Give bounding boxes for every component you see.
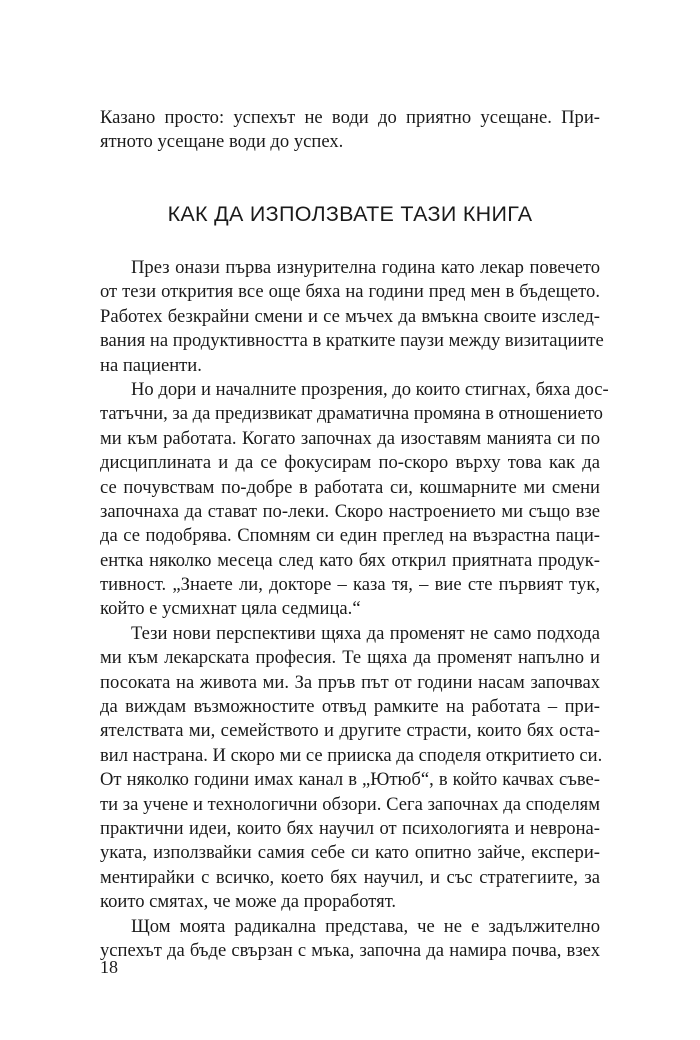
text-line: посоката на живота ми. За пръв път от години насам започвах	[100, 671, 600, 693]
text-line: Казано просто: успехът не води до приятно усещане. При-	[100, 107, 600, 128]
text-line: ятелствата ми, семейството и другите страсти, които бях оста-	[100, 720, 600, 742]
text-line: Но дори и началните прозрения, до които стигнах, бяха дос-	[131, 378, 609, 400]
text-line: успехът да бъде свързан с мъка, започна да намира почва, взех	[100, 939, 600, 961]
text-line: ми към лекарската професия. Те щяха да променят напълно и	[100, 647, 600, 669]
section-heading: КАК ДА ИЗПОЛЗВАТЕ ТАЗИ КНИГА	[167, 202, 533, 226]
body-text	[100, 256, 609, 963]
text-line: ми към работата. Когато започнах да изоставям манията си по	[100, 427, 600, 449]
text-line: тивност. „Знаете ли, докторе – каза тя, – вие сте първият тук,	[100, 574, 600, 596]
text-line: се почувствам по-добре в работата си, кошмарните ми смени	[100, 476, 600, 498]
intro-paragraph	[100, 106, 600, 155]
text-line: на пациенти.	[100, 354, 202, 376]
text-line: дисциплината и да се фокусирам по-скоро върху това как да	[100, 452, 600, 474]
page-number: 18	[100, 957, 118, 977]
text-line: татъчни, за да предизвикат драматична промяна в отношението	[100, 403, 603, 425]
text-line: ти за учене и технологични обзори. Сега започнах да споделям	[100, 793, 600, 815]
text-line: ментирайки с всичко, което бях научил, и със стратегиите, за	[100, 866, 600, 888]
text-line: започнаха да стават по-леки. Скоро настроението ми също взе	[100, 500, 600, 522]
text-line: от тези открития все още бяха на години пред мен в бъдещето.	[100, 281, 600, 303]
text-line: да се подобрява. Спомням си един преглед на възрастна паци-	[100, 525, 600, 547]
text-line: Работех безкрайни смени и се мъчех да вмъкна своите изслед-	[100, 305, 600, 327]
text-line: които смятах, че може да проработят.	[100, 891, 397, 913]
text-line: уката, използвайки самия себе си като опитно зайче, експери-	[100, 842, 600, 864]
text-line: вил настрана. И скоро ми се прииска да споделя откритието си.	[100, 744, 603, 766]
text-line: През онази първа изнурителна година като лекар повечето	[131, 257, 600, 278]
text-line: ятното усещане води до успех.	[100, 131, 344, 153]
text-line: ентка няколко месеца след като бях открил приятната продук-	[100, 549, 600, 571]
text-line: практични идеи, които бях научил от психологията и неврона-	[100, 817, 600, 839]
text-line: който е усмихнат цяла седмица.“	[100, 598, 361, 620]
text-line: Тези нови перспективи щяха да променят не само подхода	[131, 622, 600, 644]
text-line: От няколко години имах канал в „Ютюб“, в който качвах съве-	[100, 769, 600, 791]
text-line: Щом моята радикална представа, че не е задължително	[131, 915, 600, 937]
text-line: вания на продуктивността в кратките паузи между визитациите	[100, 330, 604, 352]
text-line: да виждам възможностите отвъд рамките на работата – при-	[100, 696, 600, 718]
